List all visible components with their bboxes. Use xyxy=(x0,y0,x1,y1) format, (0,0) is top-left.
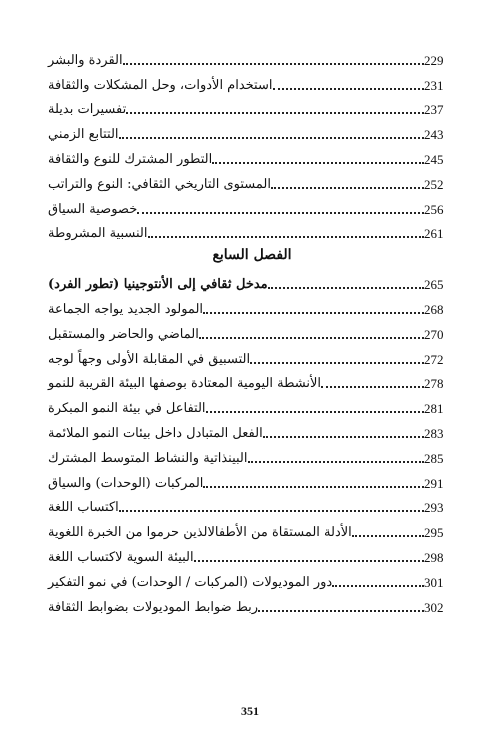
dot-leader xyxy=(352,535,424,537)
toc-entry xyxy=(44,442,460,467)
toc-entry xyxy=(44,541,460,566)
toc-entry-title: تفسيرات بديلة xyxy=(48,102,127,118)
toc-entry-page: 278 xyxy=(424,376,444,392)
toc-entry xyxy=(44,143,460,168)
toc-entry xyxy=(44,293,460,318)
page-number: 351 xyxy=(241,704,259,718)
dot-leader xyxy=(126,112,424,114)
toc-entry xyxy=(44,268,460,293)
toc-entry-page: 293 xyxy=(424,500,444,516)
dot-leader xyxy=(199,337,424,339)
toc-entry-page: 285 xyxy=(424,450,444,466)
toc-entry xyxy=(44,492,460,517)
toc-entry-page: 243 xyxy=(424,127,444,143)
toc-entry xyxy=(44,318,460,343)
toc-entry-title: الماضي والحاضر والمستقبل xyxy=(48,326,199,342)
toc-entry xyxy=(44,566,460,591)
toc-entry-title: اكتساب اللغة xyxy=(48,500,119,516)
dot-leader xyxy=(250,362,424,364)
toc-entry xyxy=(44,392,460,417)
dot-leader xyxy=(203,486,424,488)
toc-entry-title: المولود الجديد يواجه الجماعة xyxy=(48,301,204,317)
toc-entry xyxy=(44,118,460,143)
dot-leader xyxy=(119,137,424,139)
toc-entry xyxy=(44,417,460,442)
toc-entry-title: دور الموديولات (المركبات / الوحدات) في نمو التفكير xyxy=(48,574,333,590)
toc-entry-page: 229 xyxy=(424,52,444,68)
toc-entry-title: المستوى التاريخي الثقافي: النوع والتراتب xyxy=(48,176,271,192)
toc-page xyxy=(44,44,460,616)
toc-entry-title: الأدلة المستقاة من الأطفالالذين حرموا من الخبرة اللغوية xyxy=(48,525,352,541)
toc-entry-title: التسبيق في المقابلة الأولى وجهاً لوجه xyxy=(48,351,251,367)
toc-entry-title: الأنشطة اليومية المعتادة بوصفها البيئة القريبة للنمو xyxy=(48,376,322,392)
toc-entry-title: التطور المشترك للنوع والثقافة xyxy=(48,151,213,167)
toc-entry-page: 295 xyxy=(424,525,444,541)
toc-entry-title: ربط ضوابط الموديولات بضوابط الثقافة xyxy=(48,599,259,615)
toc-entry-page: 231 xyxy=(424,77,444,93)
toc-entry-title: البيئة السوية لاكتساب اللغة xyxy=(48,549,194,565)
dot-leader xyxy=(194,560,424,562)
dot-leader xyxy=(271,187,424,189)
toc-entry-page: 261 xyxy=(424,226,444,242)
toc-entry-title: استخدام الأدوات، وحل المشكلات والثقافة xyxy=(48,77,273,93)
toc-entry-title: البينذاتية والنشاط المتوسط المشترك xyxy=(48,450,248,466)
toc-entry-title: النسبية المشروطة xyxy=(48,226,148,242)
toc-entry xyxy=(44,218,460,243)
toc-entry xyxy=(44,168,460,193)
dot-leader xyxy=(248,461,425,463)
toc-entry xyxy=(44,44,460,69)
toc-entry-page: 298 xyxy=(424,549,444,565)
toc-entry xyxy=(44,193,460,218)
toc-entry xyxy=(44,94,460,119)
toc-entry xyxy=(44,343,460,368)
toc-entry-page: 272 xyxy=(424,351,444,367)
toc-entry-page: 265 xyxy=(424,277,444,293)
toc-entry xyxy=(44,516,460,541)
dot-leader xyxy=(203,312,424,314)
dot-leader xyxy=(258,610,424,612)
chapter-heading: الفصل السابع xyxy=(212,247,292,264)
toc-entry-title: خصوصية السياق xyxy=(48,201,138,217)
toc-entry-page: 291 xyxy=(424,475,444,491)
toc-entry-page: 245 xyxy=(424,151,444,167)
toc-entry-title: الفعل المتبادل داخل بيئات النمو الملائمة xyxy=(48,425,263,441)
toc-entry-page: 256 xyxy=(424,201,444,217)
dot-leader xyxy=(263,436,424,438)
dot-leader xyxy=(212,162,424,164)
dot-leader xyxy=(137,212,424,214)
toc-entry-page: 268 xyxy=(424,301,444,317)
toc-entry-title: المركبات (الوحدات) والسياق xyxy=(48,475,204,491)
toc-entry-page: 283 xyxy=(424,425,444,441)
dot-leader xyxy=(148,236,425,238)
dot-leader xyxy=(268,287,424,289)
toc-list-part1 xyxy=(44,44,460,242)
toc-entry xyxy=(44,368,460,393)
toc-entry-page: 270 xyxy=(424,326,444,342)
toc-entry-title: التفاعل في بيئة النمو المبكرة xyxy=(48,401,206,417)
dot-leader xyxy=(332,585,424,587)
dot-leader xyxy=(119,510,424,512)
toc-entry-page: 237 xyxy=(424,102,444,118)
dot-leader xyxy=(321,386,424,388)
toc-entry-page: 281 xyxy=(424,401,444,417)
dot-leader xyxy=(273,88,425,90)
toc-entry-title: التتابع الزمني xyxy=(48,127,119,143)
toc-entry-page: 302 xyxy=(424,599,444,615)
dot-leader xyxy=(123,63,424,65)
dot-leader xyxy=(206,411,424,413)
toc-entry-title: القردة والبشر xyxy=(48,52,123,68)
toc-list-part2 xyxy=(44,268,460,615)
toc-entry xyxy=(44,69,460,94)
toc-entry-page: 252 xyxy=(424,176,444,192)
toc-entry xyxy=(44,467,460,492)
toc-entry-page: 301 xyxy=(424,574,444,590)
toc-entry-title: مدخل ثقافي إلى الأنتوجينيا (تطور الفرد) xyxy=(48,277,268,293)
toc-entry xyxy=(44,591,460,616)
